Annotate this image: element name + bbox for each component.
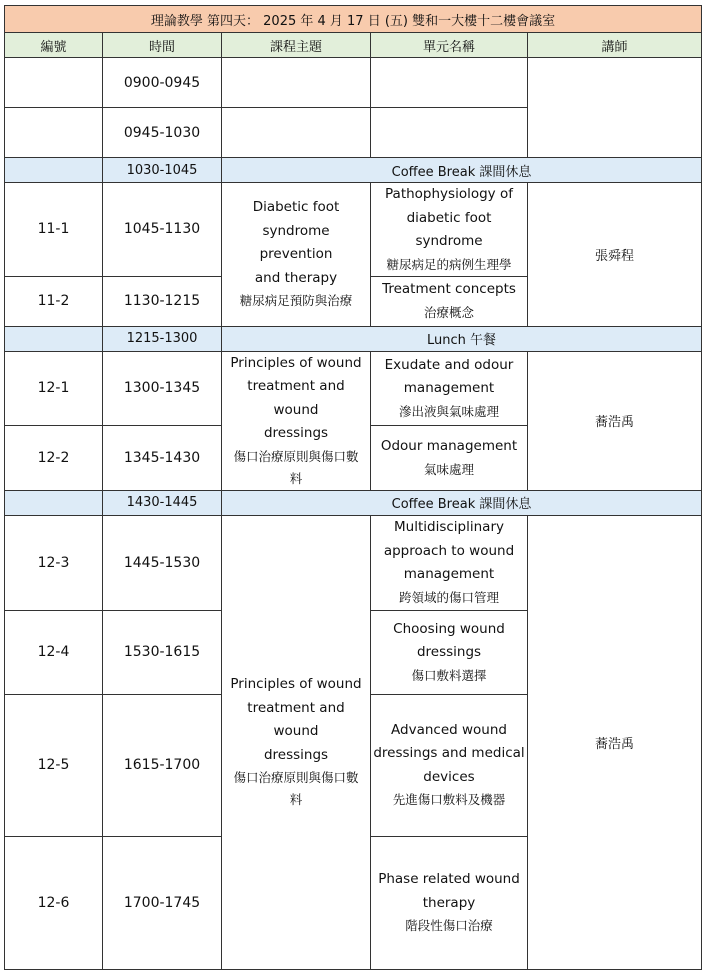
row-code: [5, 326, 103, 351]
unit-zh: 氣味處理: [423, 461, 474, 477]
header-row: [5, 33, 702, 58]
unit-zh: 階段性傷口治療: [405, 918, 493, 933]
row-time: 1215-1300: [103, 326, 222, 351]
unit-en: Treatment concepts: [382, 281, 516, 298]
topic-en: treatment and wound: [247, 699, 345, 739]
unit-en: Multidisciplinary: [394, 519, 504, 536]
header-code: 編號: [5, 33, 103, 58]
topic-cell: [222, 183, 371, 327]
unit-en: Pathophysiology of: [385, 186, 513, 202]
row-time: 1300-1345: [103, 351, 222, 426]
break-label: Lunch 午餐: [222, 326, 702, 351]
topic-cell: [222, 351, 371, 490]
row-code: 12-6: [5, 836, 103, 969]
unit-en: therapy: [422, 894, 476, 911]
row-time: 1030-1045: [103, 158, 222, 183]
topic-en: Diabetic foot: [252, 199, 340, 216]
header-topic: 課程主題: [222, 33, 371, 58]
unit-en: devices: [423, 768, 475, 785]
row-code: [5, 58, 103, 108]
row-code: [5, 108, 103, 158]
topic-cell-empty: [222, 108, 371, 158]
topic-cell-empty: [222, 58, 371, 108]
unit-en: Choosing wound: [393, 620, 505, 637]
topic-zh: 料: [289, 470, 303, 486]
topic-en: dressings: [263, 425, 329, 441]
unit-en: diabetic foot syndrome: [406, 209, 492, 249]
row-time: 1345-1430: [103, 426, 222, 490]
break-row: [5, 158, 702, 183]
topic-en: treatment and wound: [247, 378, 345, 418]
topic-zh: 料: [289, 792, 303, 807]
lecturer-cell: 張舜程: [528, 183, 702, 327]
row-time: 1700-1745: [103, 836, 222, 969]
unit-en: dressings: [416, 644, 482, 660]
row-code: 12-4: [5, 610, 103, 694]
table-row: [5, 351, 702, 426]
header-unit: 單元名稱: [371, 33, 528, 58]
row-time: 1530-1615: [103, 610, 222, 694]
unit-cell: [371, 515, 528, 610]
title-row: [5, 6, 702, 33]
row-code: 12-5: [5, 694, 103, 836]
unit-cell: [371, 836, 528, 969]
row-code: [5, 158, 103, 183]
row-time: 1615-1700: [103, 694, 222, 836]
row-time: 1445-1530: [103, 515, 222, 610]
row-code: 12-3: [5, 515, 103, 610]
row-time: 1430-1445: [103, 490, 222, 515]
lecturer-cell-empty: [528, 58, 702, 158]
row-code: [5, 490, 103, 515]
unit-zh: 先進傷口敷料及機器: [392, 792, 506, 808]
schedule-title: 理論教學 第四天： 2025 年 4 月 17 日 (五) 雙和一大樓十二樓會議室: [5, 6, 702, 33]
break-label: Coffee Break 課間休息: [222, 490, 702, 515]
unit-en: management: [403, 380, 495, 397]
row-code: 12-1: [5, 351, 103, 426]
table-row: [5, 58, 702, 108]
unit-en: Advanced wound: [391, 721, 507, 738]
unit-cell: [371, 276, 528, 326]
header-lecturer: 講師: [528, 33, 702, 58]
table-row: [5, 183, 702, 277]
topic-zh: 傷口治療原則與傷口數: [233, 770, 359, 785]
topic-en: Principles of wound: [230, 676, 362, 692]
unit-zh: 滲出液與氣味處理: [398, 403, 499, 419]
topic-cell: [222, 515, 371, 969]
unit-cell: [371, 351, 528, 426]
lecturer-cell: 蕎浩禹: [528, 515, 702, 969]
break-label: Coffee Break 課間休息: [222, 158, 702, 183]
row-time: 0945-1030: [103, 108, 222, 158]
header-time: 時間: [103, 33, 222, 58]
unit-cell-empty: [371, 58, 528, 108]
unit-en: Exudate and odour: [384, 356, 514, 373]
topic-en: Principles of wound: [230, 354, 362, 371]
table-row: [5, 515, 702, 610]
row-code: 11-2: [5, 276, 103, 326]
break-row: [5, 326, 702, 351]
lecturer-cell: 蕎浩禹: [528, 351, 702, 490]
topic-en: syndrome prevention: [259, 222, 333, 263]
topic-en: dressings: [263, 746, 329, 763]
unit-en: Phase related wound: [378, 871, 520, 887]
unit-cell-empty: [371, 108, 528, 158]
unit-en: Odour management: [380, 438, 518, 455]
schedule-table: [4, 5, 702, 970]
unit-cell: [371, 426, 528, 490]
row-time: 1130-1215: [103, 276, 222, 326]
topic-zh: 傷口治療原則與傷口數: [233, 448, 359, 464]
unit-en: approach to wound: [383, 542, 515, 559]
row-code: 12-2: [5, 426, 103, 490]
unit-en: management: [403, 566, 495, 583]
unit-en: dressings and medical: [373, 745, 525, 762]
unit-zh: 糖尿病足的病例生理學: [386, 256, 512, 272]
topic-en: and therapy: [254, 269, 338, 286]
row-time: 0900-0945: [103, 58, 222, 108]
unit-cell: [371, 694, 528, 836]
unit-cell: [371, 610, 528, 694]
unit-zh: 傷口敷料選擇: [411, 667, 487, 683]
break-row: [5, 490, 702, 515]
topic-zh: 糖尿病足預防與治療: [239, 293, 353, 309]
row-time: 1045-1130: [103, 183, 222, 277]
unit-zh: 跨領域的傷口管理: [398, 589, 499, 605]
row-code: 11-1: [5, 183, 103, 277]
unit-cell: [371, 183, 528, 277]
unit-zh: 治療概念: [423, 304, 474, 320]
